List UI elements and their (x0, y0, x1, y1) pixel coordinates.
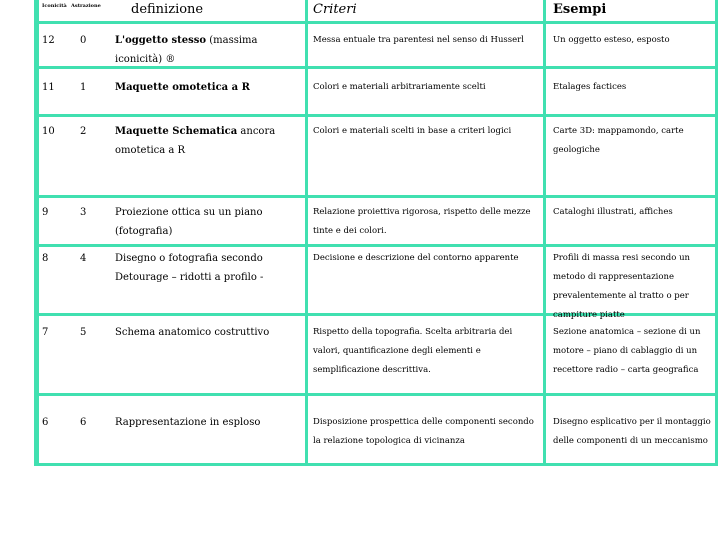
examples-text: Carte 3D: mappamondo, carte geologiche (553, 126, 684, 155)
iconicity-value: 6 (42, 417, 49, 428)
header-examples: Esempi (553, 2, 607, 17)
definition-rest: Schema anatomico costruttivo (115, 327, 270, 338)
column-divider (543, 0, 546, 466)
abstraction-value: 6 (80, 417, 87, 428)
examples-text: Profili di massa resi secondo un metodo di rappresentazione prevalentemente al tratto o per campiture piatte (553, 253, 691, 320)
row-divider (36, 114, 718, 117)
header-definition: definizione (131, 2, 204, 17)
definition-rest: ancora omotetica a R (115, 126, 276, 156)
definition-rest: (massima iconicità) ® (115, 35, 258, 65)
criteria-text: Colori e materiali scelti in base a criteri logici (313, 126, 512, 136)
examples-text: Un oggetto esteso, esposto (553, 35, 670, 45)
definition-text (115, 31, 307, 69)
row-divider (36, 21, 718, 24)
header-criteria: Criteri (313, 2, 357, 17)
abstraction-value: 4 (80, 253, 87, 264)
table-right-border (715, 0, 718, 466)
table-bottom-border (36, 463, 718, 466)
abstraction-value: 5 (80, 327, 87, 338)
header-iconicity: Iconicità (42, 3, 67, 9)
definition-bold: L'oggetto stesso (115, 35, 207, 46)
definition-bold: Maquette omotetica a R (115, 82, 250, 93)
iconicity-value: 10 (42, 126, 55, 137)
definition-bold: Maquette Schematica (115, 126, 238, 137)
definition-text (115, 78, 307, 97)
definition-text (115, 323, 307, 342)
abstraction-value: 3 (80, 207, 87, 218)
iconicity-value: 9 (42, 207, 49, 218)
row-divider (36, 244, 718, 247)
examples-text: Disegno esplicativo per il montaggio delle componenti di un meccanismo (553, 417, 711, 446)
definition-text (115, 413, 307, 432)
abstraction-value: 2 (80, 126, 87, 137)
iconicity-value: 11 (42, 82, 55, 93)
header-abstraction: Astrazione (71, 3, 101, 9)
examples-text: Cataloghi illustrati, affiches (553, 207, 673, 217)
iconicity-value: 7 (42, 327, 49, 338)
definition-text (115, 249, 307, 287)
criteria-text: Messa entuale tra parentesi nel senso di Husserl (313, 35, 524, 45)
row-divider (36, 195, 718, 198)
iconicity-value: 8 (42, 253, 49, 264)
criteria-text: Colori e materiali arbitrariamente scelti (313, 82, 486, 92)
examples-text: Etalages factices (553, 82, 627, 92)
iconicity-value: 12 (42, 35, 55, 46)
examples-text: Sezione anatomica – sezione di un motore – piano di cablaggio di un recettore radio – carta geografica (553, 327, 701, 375)
row-divider (36, 393, 718, 396)
definition-text (115, 203, 307, 241)
criteria-text: Decisione e descrizione del contorno apparente (313, 253, 519, 263)
criteria-text: Disposizione prospettica delle componenti secondo la relazione topologica di vicinanza (313, 417, 534, 446)
abstraction-value: 0 (80, 35, 87, 46)
definition-text (115, 122, 307, 160)
abstraction-value: 1 (80, 82, 87, 93)
criteria-text: Rispetto della topografia. Scelta arbitraria dei valori, quantificazione degli elementi e semplificazione descrittiva. (313, 327, 513, 375)
criteria-text: Relazione proiettiva rigorosa, rispetto delle mezze tinte e dei colori. (313, 207, 531, 236)
definition-rest: Disegno o fotografia secondo Detourage – ridotti a profilo - (115, 253, 264, 283)
definition-rest: Proiezione ottica su un piano (fotografia) (115, 207, 263, 237)
table-border-line (36, 0, 39, 466)
definition-rest: Rappresentazione in esploso (115, 417, 261, 428)
